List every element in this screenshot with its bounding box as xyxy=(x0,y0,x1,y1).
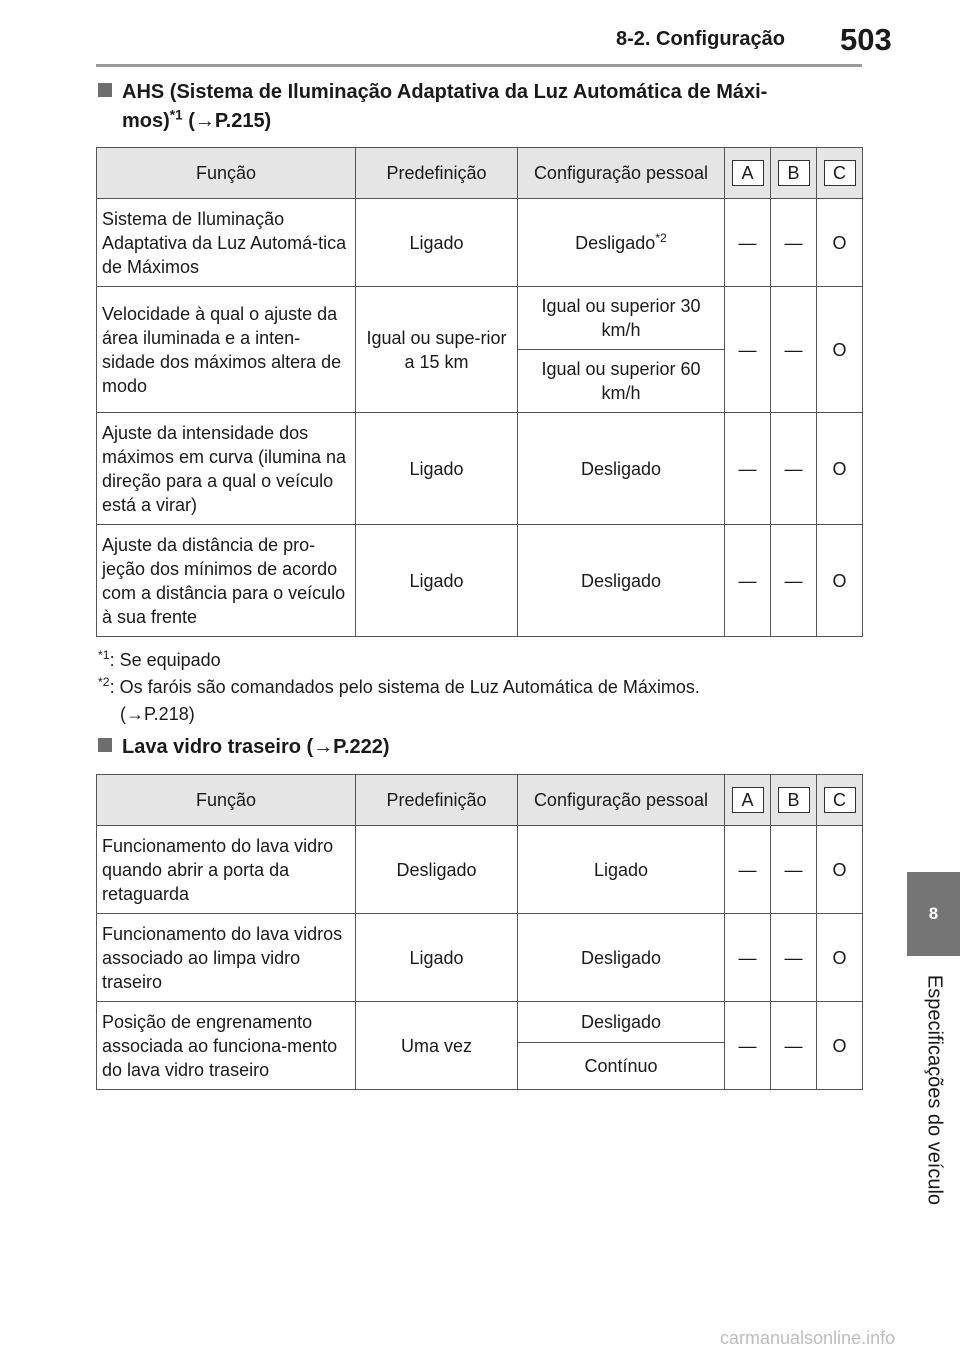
cell-custom-option-1: Desligado xyxy=(518,1002,725,1043)
cell-custom: Ligado xyxy=(518,826,725,914)
cell-c: O xyxy=(817,199,863,287)
heading-text: AHS (Sistema de Iluminação Adaptativa da Luz Automática de Máxi- xyxy=(122,81,768,103)
cell-b: — xyxy=(771,413,817,525)
section-title: 8-2. Configuração xyxy=(616,28,785,50)
table-row xyxy=(97,914,863,1002)
cell-function: Ajuste da intensidade dos máximos em curva (ilumina na direção para a qual o veículo está a virar) xyxy=(97,413,356,525)
cell-b: — xyxy=(771,1002,817,1090)
cell-b: — xyxy=(771,525,817,637)
chapter-number: 8 xyxy=(928,904,939,923)
footnotes xyxy=(98,647,700,728)
rear-washer-settings-table xyxy=(96,774,863,1090)
box-b: B xyxy=(778,160,810,186)
chapter-label: Especificações do veículo xyxy=(923,974,946,1206)
table-row xyxy=(97,1002,863,1043)
cell-custom: Desligado xyxy=(518,525,725,637)
footnote-1 xyxy=(98,647,700,674)
cell-c: O xyxy=(817,525,863,637)
box-c: C xyxy=(824,160,856,186)
cell-default: Ligado xyxy=(356,413,518,525)
cell-b: — xyxy=(771,826,817,914)
footnote-2-reference[interactable]: (→P.218) xyxy=(120,704,195,724)
cell-custom-option-2: Igual ou superior 60 km/h xyxy=(518,350,725,413)
footnote-mark: *1 xyxy=(98,648,110,662)
cell-b: — xyxy=(771,199,817,287)
watermark: carmanualsonline.info xyxy=(720,1328,896,1348)
cell-default: Ligado xyxy=(356,914,518,1002)
square-bullet-icon xyxy=(98,738,112,752)
header-configuracao: Configuração pessoal xyxy=(518,775,725,826)
cell-c: O xyxy=(817,826,863,914)
chapter-tab[interactable] xyxy=(907,872,960,956)
cell-c: O xyxy=(817,914,863,1002)
cell-default: Desligado xyxy=(356,826,518,914)
cell-a: — xyxy=(725,826,771,914)
table-row xyxy=(97,287,863,350)
footnote-text: : Os faróis são comandados pelo sistema de Luz Automática de Máximos. xyxy=(109,677,700,697)
cell-a: — xyxy=(725,525,771,637)
footnote-2 xyxy=(98,674,700,701)
cell-a: — xyxy=(725,287,771,413)
box-a: A xyxy=(732,160,764,186)
table-row xyxy=(97,525,863,637)
heading-text-cont: mos) xyxy=(122,110,170,132)
footnote-mark: *1 xyxy=(169,107,183,123)
table-header-row xyxy=(97,148,863,199)
table-row xyxy=(97,199,863,287)
cell-custom: Desligado xyxy=(518,914,725,1002)
cell-default: Uma vez xyxy=(356,1002,518,1090)
footnote-mark: *2 xyxy=(655,230,667,245)
cell-b: — xyxy=(771,287,817,413)
cell-a: — xyxy=(725,1002,771,1090)
cell-function: Sistema de Iluminação Adaptativa da Luz Automá-tica de Máximos xyxy=(97,199,356,287)
header-predefinicao: Predefinição xyxy=(356,775,518,826)
cell-function: Funcionamento do lava vidros associado ao limpa vidro traseiro xyxy=(97,914,356,1002)
cell-custom-option-2: Contínuo xyxy=(518,1043,725,1090)
header-predefinicao: Predefinição xyxy=(356,148,518,199)
cell-default: Igual ou supe-rior a 15 km xyxy=(356,287,518,413)
footnote-mark: *2 xyxy=(98,675,110,689)
header-c xyxy=(817,775,863,826)
header-funcao: Função xyxy=(97,148,356,199)
cell-custom xyxy=(518,199,725,287)
header-configuracao: Configuração pessoal xyxy=(518,148,725,199)
header-a xyxy=(725,775,771,826)
header-c xyxy=(817,148,863,199)
cell-default: Ligado xyxy=(356,525,518,637)
header-b xyxy=(771,775,817,826)
cell-custom-option-1: Igual ou superior 30 km/h xyxy=(518,287,725,350)
cell-function: Funcionamento do lava vidro quando abrir a porta da retaguarda xyxy=(97,826,356,914)
cell-a: — xyxy=(725,914,771,1002)
cell-function: Ajuste da distância de pro-jeção dos mínimos de acordo com a distância para o veículo à sua frente xyxy=(97,525,356,637)
cell-custom: Desligado xyxy=(518,413,725,525)
section-heading-rear-washer xyxy=(98,733,868,762)
cell-c: O xyxy=(817,413,863,525)
header-divider xyxy=(96,64,862,67)
page-number: 503 xyxy=(840,22,892,57)
header-b xyxy=(771,148,817,199)
box-b: B xyxy=(778,787,810,813)
page-reference-link[interactable]: (→P.215) xyxy=(182,110,272,132)
cell-default: Ligado xyxy=(356,199,518,287)
cell-c: O xyxy=(817,1002,863,1090)
cell-a: — xyxy=(725,199,771,287)
cell-function: Velocidade à qual o ajuste da área iluminada e a inten-sidade dos máximos altera de modo xyxy=(97,287,356,413)
cell-function: Posição de engrenamento associada ao funciona-mento do lava vidro traseiro xyxy=(97,1002,356,1090)
square-bullet-icon xyxy=(98,83,112,97)
table-header-row xyxy=(97,775,863,826)
heading-text: Lava vidro traseiro (→P.222) xyxy=(122,736,390,758)
custom-value: Desligado xyxy=(575,232,656,253)
box-c: C xyxy=(824,787,856,813)
section-heading-ahs xyxy=(98,78,868,136)
cell-b: — xyxy=(771,914,817,1002)
footnote-text: : Se equipado xyxy=(109,650,221,670)
header-funcao: Função xyxy=(97,775,356,826)
ahs-settings-table xyxy=(96,147,863,637)
cell-a: — xyxy=(725,413,771,525)
header-a xyxy=(725,148,771,199)
table-row xyxy=(97,413,863,525)
table-row xyxy=(97,826,863,914)
box-a: A xyxy=(732,787,764,813)
cell-c: O xyxy=(817,287,863,413)
